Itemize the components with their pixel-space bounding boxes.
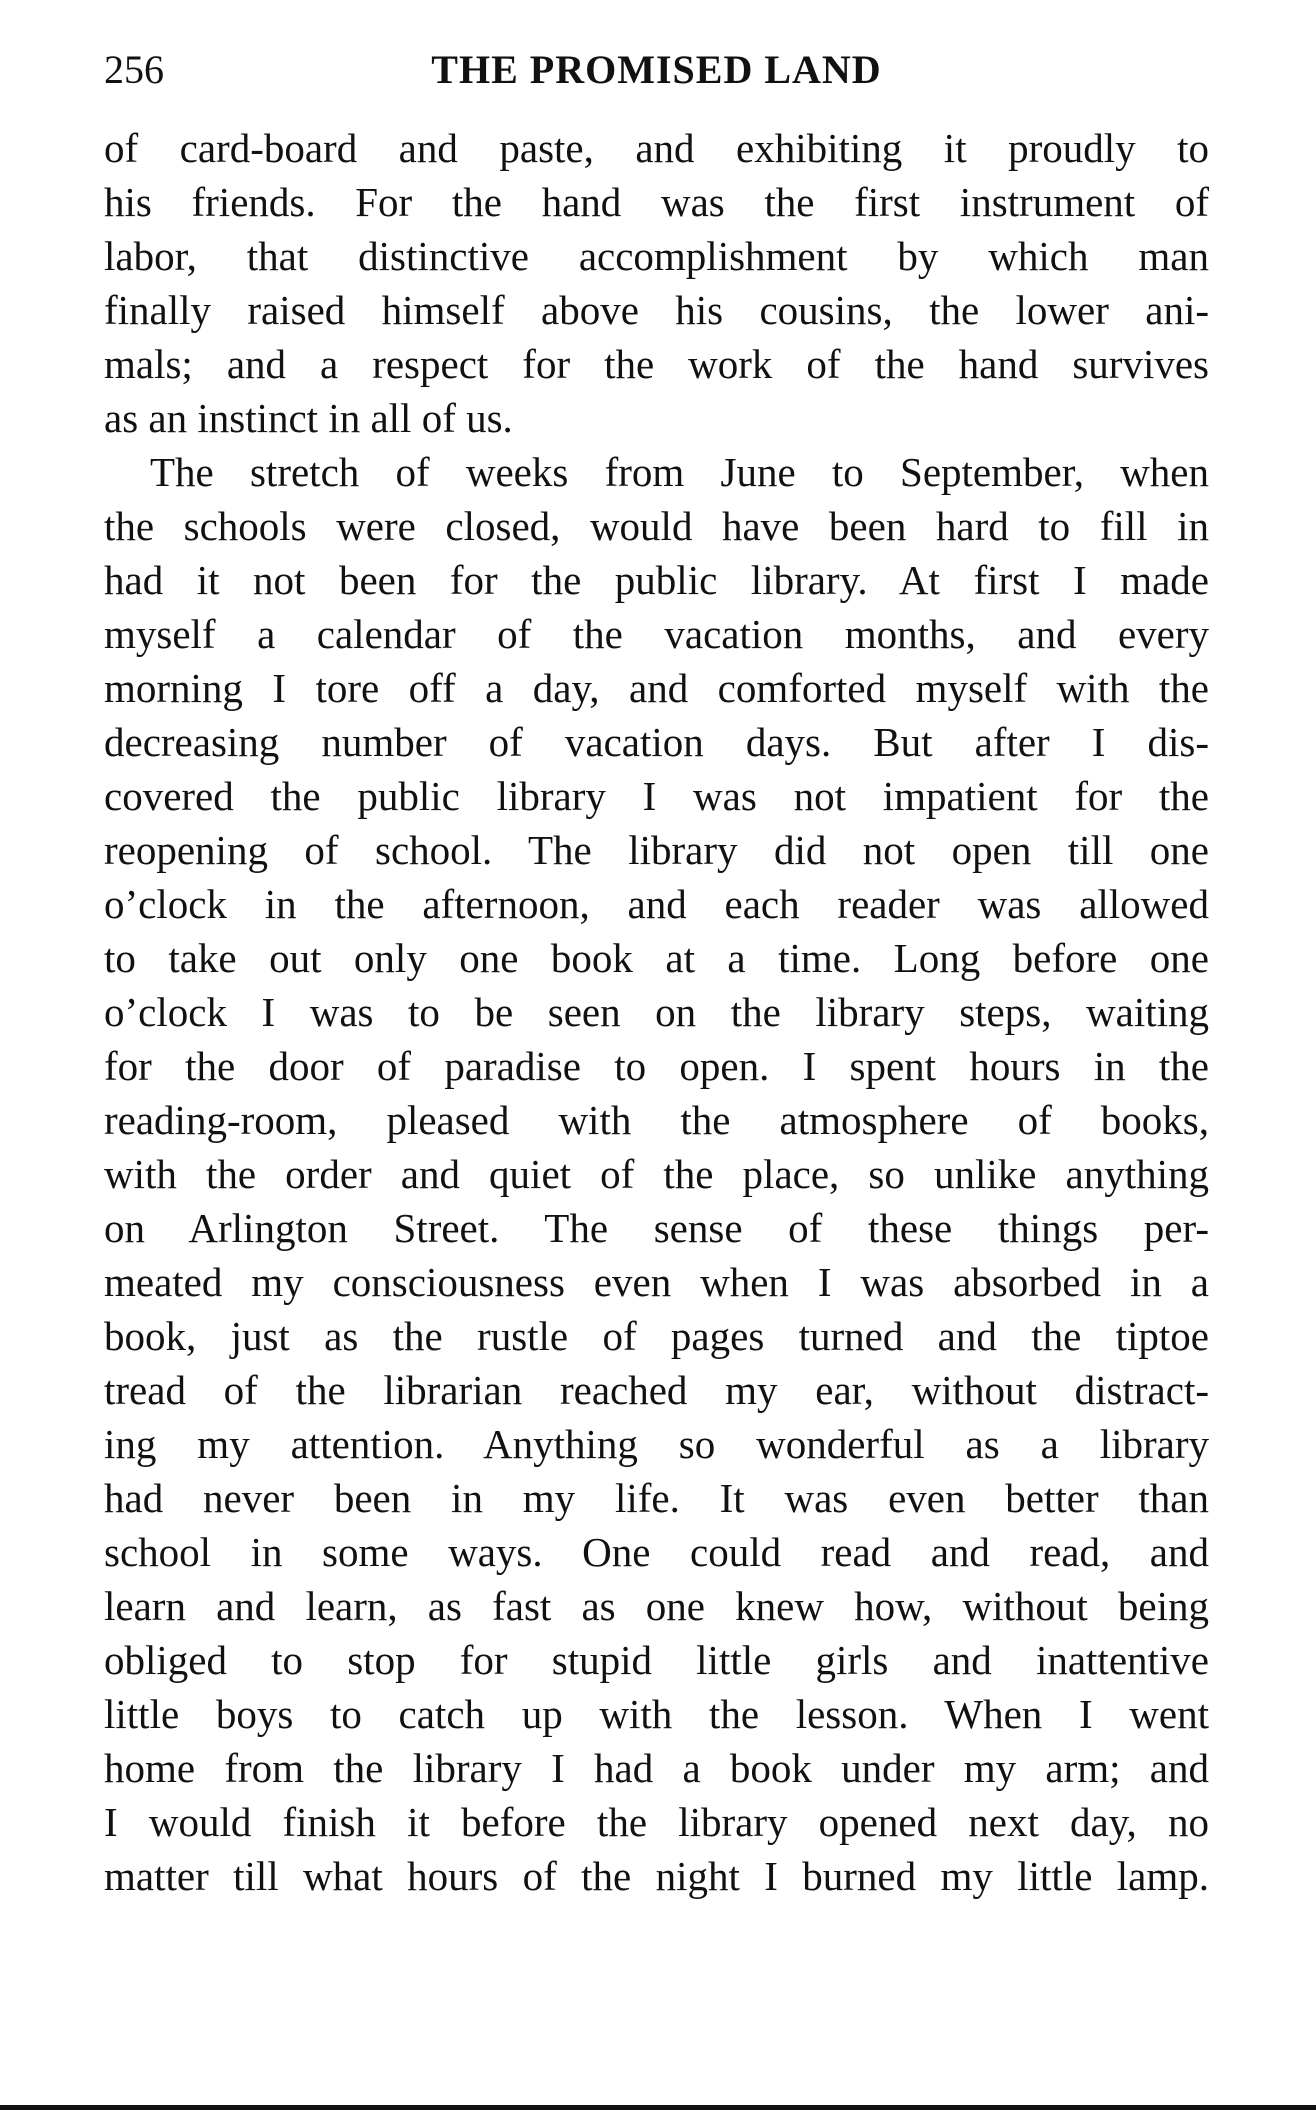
text-line: myself a calendar of the vacation months, and every — [104, 611, 1209, 657]
text-line: home from the library I had a book under my arm; and — [104, 1745, 1209, 1791]
text-line: obliged to stop for stupid little girls and inattentive — [104, 1637, 1209, 1683]
page-header — [104, 40, 1209, 100]
paragraph-2 — [104, 445, 1209, 1903]
text-line: to take out only one book at a time. Long before one — [104, 935, 1209, 981]
text-line: learn and learn, as fast as one knew how, without being — [104, 1583, 1209, 1629]
text-line: morning I tore off a day, and comforted myself with the — [104, 665, 1209, 711]
text-line: reopening of school. The library did not open till one — [104, 827, 1209, 873]
text-line: mals; and a respect for the work of the hand survives — [104, 341, 1209, 387]
text-line: book, just as the rustle of pages turned and the tiptoe — [104, 1313, 1209, 1359]
text-line: I would finish it before the library opened next day, no — [104, 1799, 1209, 1845]
text-line: finally raised himself above his cousins, the lower ani- — [104, 287, 1209, 333]
text-line: decreasing number of vacation days. But after I dis- — [104, 719, 1209, 765]
text-line: for the door of paradise to open. I spent hours in the — [104, 1043, 1209, 1089]
text-line: labor, that distinctive accomplishment by which man — [104, 233, 1209, 279]
running-head: THE PROMISED LAND — [431, 47, 882, 92]
text-line: little boys to catch up with the lesson. When I went — [104, 1691, 1209, 1737]
text-line: on Arlington Street. The sense of these things per- — [104, 1205, 1209, 1251]
text-line: of card-board and paste, and exhibiting it proudly to — [104, 125, 1209, 171]
body-text — [104, 121, 1209, 1903]
text-line: had it not been for the public library. At first I made — [104, 557, 1209, 603]
text-line: meated my consciousness even when I was absorbed in a — [104, 1259, 1209, 1305]
text-line: school in some ways. One could read and read, and — [104, 1529, 1209, 1575]
text-line: ing my attention. Anything so wonderful as a library — [104, 1421, 1209, 1467]
paragraph-1 — [104, 121, 1209, 445]
text-line: the schools were closed, would have been hard to fill in — [104, 503, 1209, 549]
text-line: tread of the librarian reached my ear, without distract- — [104, 1367, 1209, 1413]
text-line: with the order and quiet of the place, so unlike anything — [104, 1151, 1209, 1197]
text-line: o’clock I was to be seen on the library steps, waiting — [104, 989, 1209, 1035]
text-line: covered the public library I was not impatient for the — [104, 773, 1209, 819]
text-line: reading-room, pleased with the atmosphere of books, — [104, 1097, 1209, 1143]
text-line: matter till what hours of the night I burned my little lamp. — [104, 1853, 1209, 1899]
bottom-rule — [0, 2105, 1316, 2110]
text-line: The stretch of weeks from June to September, when — [150, 449, 1209, 495]
text-line: had never been in my life. It was even better than — [104, 1475, 1209, 1521]
page-number: 256 — [104, 47, 164, 92]
text-line: his friends. For the hand was the first instrument of — [104, 179, 1209, 225]
text-line: as an instinct in all of us. — [104, 395, 513, 441]
text-line: o’clock in the afternoon, and each reader was allowed — [104, 881, 1209, 927]
